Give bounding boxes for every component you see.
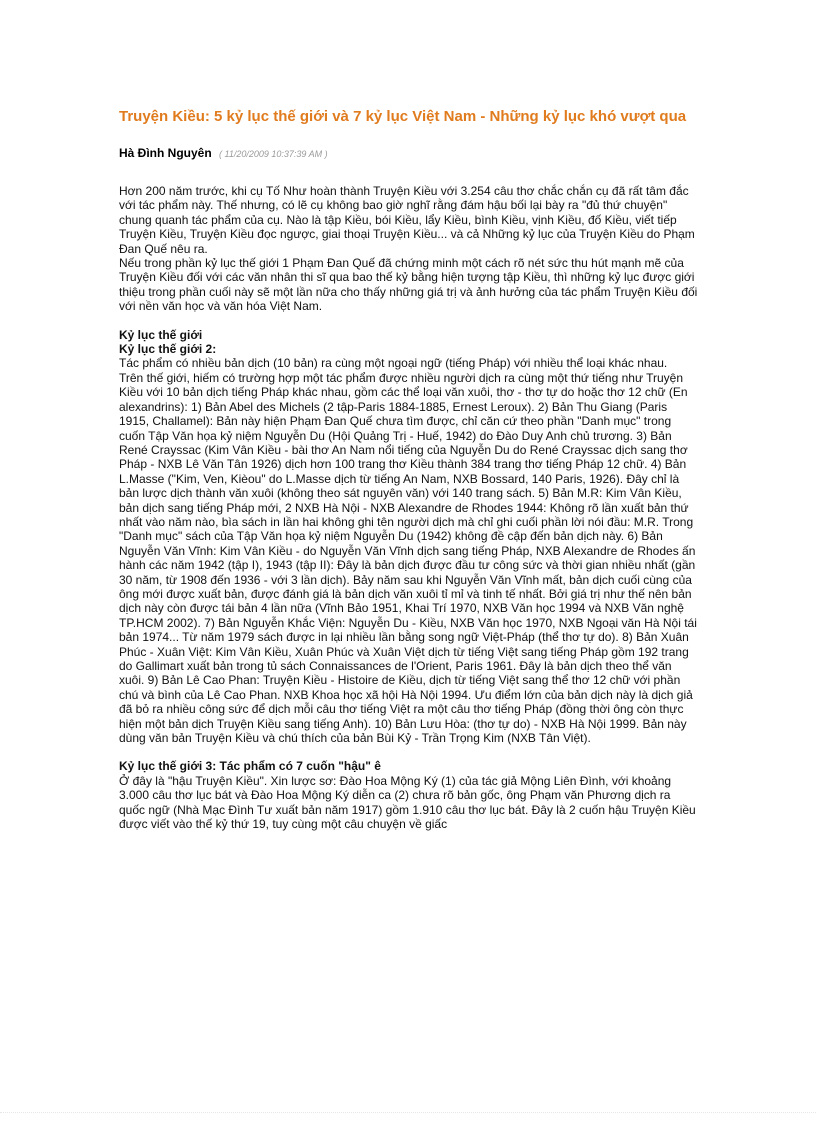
byline [119, 146, 328, 162]
page-bottom-rule [0, 1112, 816, 1113]
section-heading-record-2: Kỷ lục thế giới 2: [119, 342, 217, 357]
intro-paragraph-1: Hơn 200 năm trước, khi cụ Tố Như hoàn thành Truyện Kiều với 3.254 câu thơ chắc chắn cụ đã rất tâm đắc với tác phẩm này. Thế nhưng, có lẽ cụ không bao giờ nghĩ rằng đám hậu bối lại bày ra "đủ thứ chuyện" chung quanh tác phẩm của cụ. Nào là tập Kiều, bói Kiều, lẩy Kiều, bình Kiều, vịnh Kiều, đố Kiều, viết tiếp Truyện Kiều, Truyện Kiều đọc ngược, giai thoại Truyện Kiều... và cả Những kỷ lục của Truyện Kiều do Phạm Đan Quế nêu ra. [119, 184, 695, 256]
spacer [119, 314, 699, 328]
record-3-body: Ở đây là "hậu Truyện Kiều". Xin lược sơ: Đào Hoa Mộng Ký (1) của tác giả Mộng Liên Đình, với khoảng 3.000 câu thơ lục bát và Đào Hoa Mộng Ký diễn ca (2) chưa rõ bản gốc, ông Phạm văn Phương dịch ra quốc ngữ (Nhà Mạc Đình Tư xuất bản năm 1917) gồm 1.910 câu thơ lục bát. Đây là 2 cuốn hậu Truyện Kiều được viết vào thế kỷ thứ 19, tuy cùng một câu chuyện về giấc [119, 773, 696, 832]
section-heading-record-3: Kỷ lục thế giới 3: Tác phẩm có 7 cuốn "hậu" ê [119, 759, 381, 774]
spacer [119, 745, 699, 759]
article-body [119, 184, 699, 831]
section-heading-records: Kỷ lục thế giới [119, 327, 203, 342]
record-2-lead: Tác phẩm có nhiều bản dịch (10 bản) ra cùng một ngoại ngữ (tiếng Pháp) với nhiều thể loại khác nhau. [119, 356, 668, 371]
intro-paragraph-2: Nếu trong phần kỷ lục thế giới 1 Phạm Đan Quế đã chứng minh một cách rõ nét sức thu hút mạnh mẽ của Truyện Kiều đối với các văn nhân thi sĩ qua bao thế kỷ bằng hiện tượng tập Kiều, thì những kỷ lục được giới thiệu trong phần cuối này sẽ một lần nữa cho thấy những giá trị và ảnh hưởng của tác phẩm Truyện Kiều đối với nền văn học và văn hóa Việt Nam. [119, 256, 698, 314]
article-title: Truyện Kiều: 5 kỷ lục thế giới và 7 kỷ lục Việt Nam - Những kỷ lục khó vượt qua [119, 108, 687, 125]
author-name: Hà Đình Nguyên [119, 146, 212, 160]
publish-date: ( 11/20/2009 10:37:39 AM ) [219, 149, 328, 159]
record-2-body: Trên thế giới, hiếm có trường hợp một tác phẩm được nhiều người dịch ra cùng một thứ tiếng như Truyện Kiều với 10 bản dịch tiếng Pháp khác nhau, gồm các thể loại văn xuôi, thơ - thơ tự do hoặc thơ 12 chữ (En alexandrins): 1) Bản Abel des Michels (2 tập-Paris 1884-1885, Ernest Leroux). 2) Bản Thu Giang (Paris 1915, Challamel): Bản này hiện Phạm Đan Quế chưa tìm được, chỉ căn cứ theo phần "Danh mục" trong cuốn Tập Văn họa kỷ niệm Nguyễn Du (Hội Quảng Trị - Huế, 1942) do Đào Duy Anh chủ trương. 3) Bản René Crayssac (Kim Vân Kiều - bài thơ An Nam nổi tiếng của Nguyễn Du do René Crayssac dịch sang thơ Pháp - NXB Lê Văn Tân 1926) dịch hơn 100 trang thơ Kiều thành 384 trang thơ tiếng Pháp 12 chữ. 4) Bản L.Masse ("Kim, Ven, Kièou" do L.Masse dịch từ tiếng An Nam, NXB Bossard, 140 Paris, 1926). Đây chỉ là bản lược dịch thành văn xuôi (không theo sát nguyên văn) với 140 trang sách. 5) Bản M.R: Kim Vân Kiều, bản dịch sang tiếng Pháp mới, 2 NXB Hà Nội - NXB Alexandre de Rhodes 1944: Không rõ lần xuất bản thứ nhất vào năm nào, bìa sách in lần hai không ghi tên người dịch mà chỉ ghi cuối phần lời nói đầu: M.R. Trong "Danh mục" sách của Tập Văn họa kỷ niệm Nguyễn Du (1942) không đề cập đến bản dịch này. 6) Bản Nguyễn Văn Vĩnh: Kim Vân Kiều - do Nguyễn Văn Vĩnh dịch sang tiếng Pháp, NXB Alexandre de Rhodes ấn hành các năm 1942 (tập I), 1943 (tập II): Đây là bản dịch được đầu tư công sức và thời gian nhiều nhất (gần 30 năm, từ 1908 đến 1936 - với 3 lần dịch). Bảy năm sau khi Nguyễn Văn Vĩnh mất, bản dịch cuối cùng của ông mới được xuất bản, được đánh giá là bản dịch văn xuôi tỉ mỉ và tinh tế nhất. Bởi giá trị như thế nên bản dịch này còn được tái bản 4 lần nữa (Vĩnh Bảo 1951, Khai Trí 1970, NXB Văn học 1994 và NXB Văn nghệ TP.HCM 2002). 7) Bản Nguyễn Khắc Viện: Nguyễn Du - Kiều, NXB Văn học 1970, NXB Ngoại văn Hà Nội tái bản 1974... Từ năm 1979 sách được in lại nhiều lần bằng song ngữ Việt-Pháp (thể thơ tự do). 8) Bản Xuân Phúc - Xuân Việt: Kim Vân Kiều, Xuân Phúc và Xuân Việt dịch từ tiếng Việt sang tiếng Pháp gồm 192 trang do Gallimart xuất bản trong tủ sách Connaissances de l'Orient, Paris 1961. Đây là bản dịch theo thể văn xuôi. 9) Bản Lê Cao Phan: Truyện Kiều - Histoire de Kiều, dịch từ tiếng Việt sang thể thơ 12 chữ với phần chú và bình của Lê Cao Phan. NXB Khoa học xã hội Hà Nội 1994. Ưu điểm lớn của bản dịch này là dịch giả đã bỏ ra nhiều công sức để dịch mỗi câu thơ tiếng Việt ra một câu thơ tiếng Pháp (đồng thời ông còn thực hiện một bản dịch Truyện Kiều sang tiếng Anh). 10) Bản Lưu Hòa: (thơ tự do) - NXB Hà Nội 1999. Bản này dùng văn bản Truyện Kiều và chú thích của bản Bùi Kỷ - Trần Trọng Kim (NXB Tân Việt). [119, 370, 697, 746]
